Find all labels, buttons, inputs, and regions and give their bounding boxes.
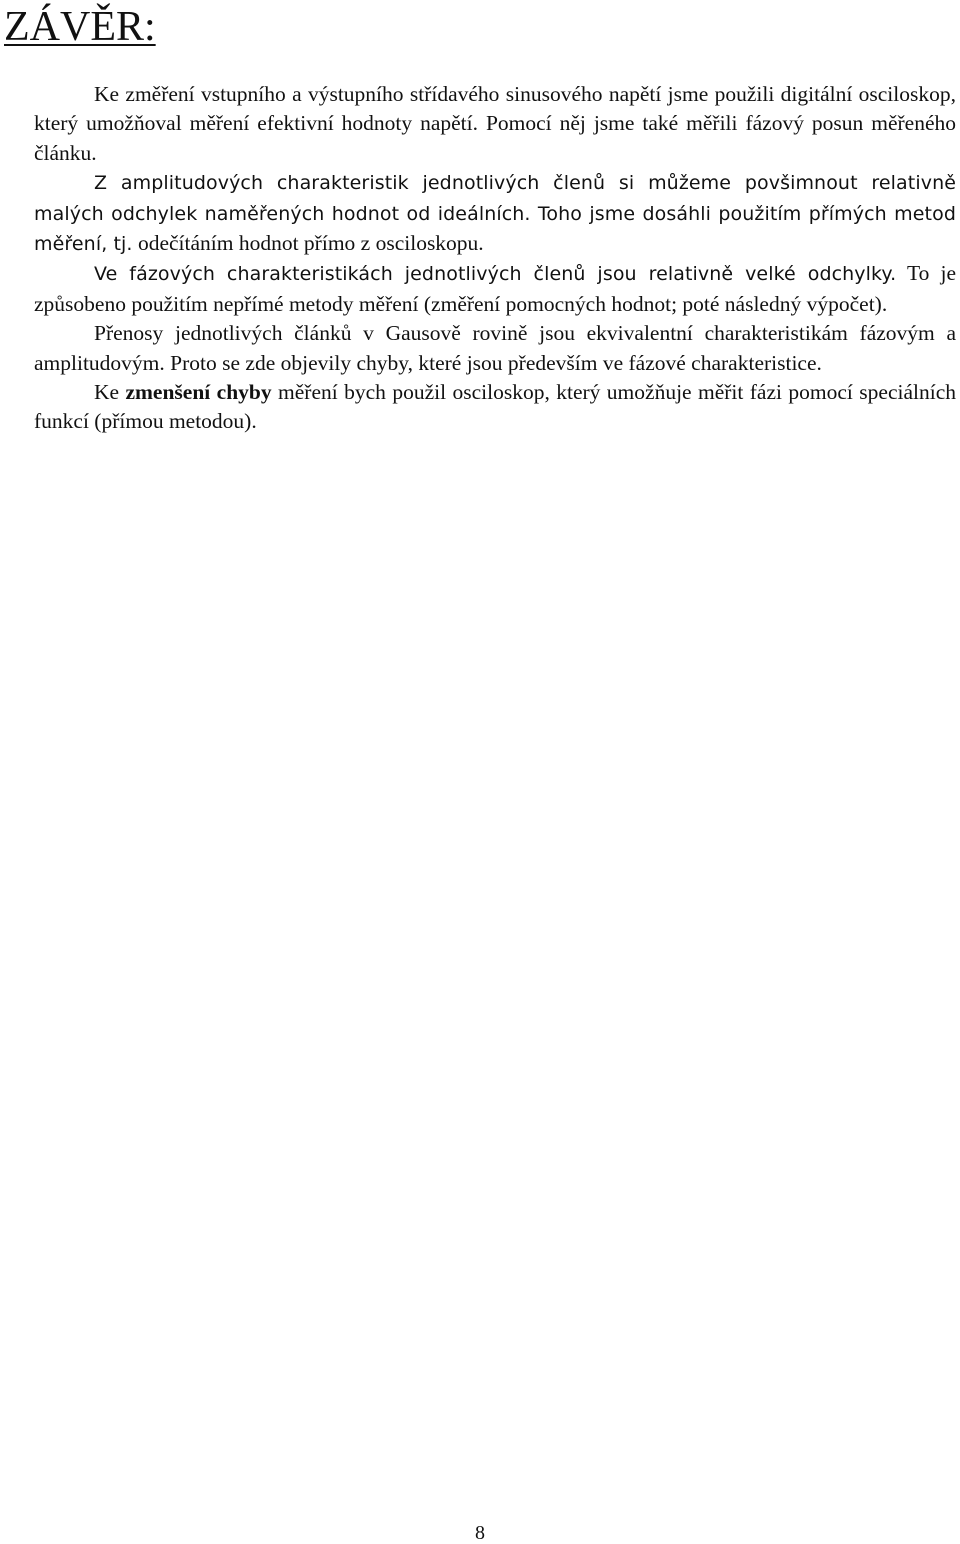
paragraph-2-part-b: Toho jsme dosáhli použitím přímých metod měření, tj. — [34, 202, 956, 256]
paragraph-5-part-c: měření bych použil osciloskop, který umožňuje měřit fázi pomocí speciálních funkcí (přímou metodou). — [34, 380, 956, 434]
paragraph-3-part-b: To je způsobeno použitím nepřímé metody měření (změření pomocných hodnot; poté následný výpočet). — [34, 261, 956, 316]
paragraph-5-emphasis: zmenšení chyby — [125, 380, 272, 405]
conclusion-body — [34, 80, 956, 437]
page-number: 8 — [475, 1522, 485, 1544]
section-heading: ZÁVĚR: — [4, 4, 156, 50]
paragraph-2-part-a: Z amplitudových charakteristik jednotlivých členů si můžeme povšimnout relativně malých odchylek naměřených hodnot od ideálních. — [34, 172, 956, 225]
paragraph-3-part-a: Ve fázových charakteristikách jednotlivých členů jsou relativně velké odchylky. — [94, 263, 897, 286]
paragraph-4: Přenosy jednotlivých článků v Gausově rovině jsou ekvivalentní charakteristikám fázovým a amplitudovým. Proto se zde objevily chyby, které jsou především ve fázové charakteristice. — [34, 321, 956, 375]
paragraph-3 — [34, 259, 956, 319]
paragraph-5-part-a: Ke — [94, 380, 126, 405]
paragraph-1: Ke změření vstupního a výstupního střídavého sinusového napětí jsme použili digitální osciloskop, který umožňoval měření efektivní hodnoty napětí. Pomocí něj jsme také měřili fázový posun měřeného článku. — [34, 82, 956, 165]
paragraph-2-part-c: odečítáním hodnot přímo z osciloskopu. — [132, 231, 484, 256]
paragraph-2 — [34, 168, 956, 259]
paragraph-5 — [34, 378, 956, 437]
